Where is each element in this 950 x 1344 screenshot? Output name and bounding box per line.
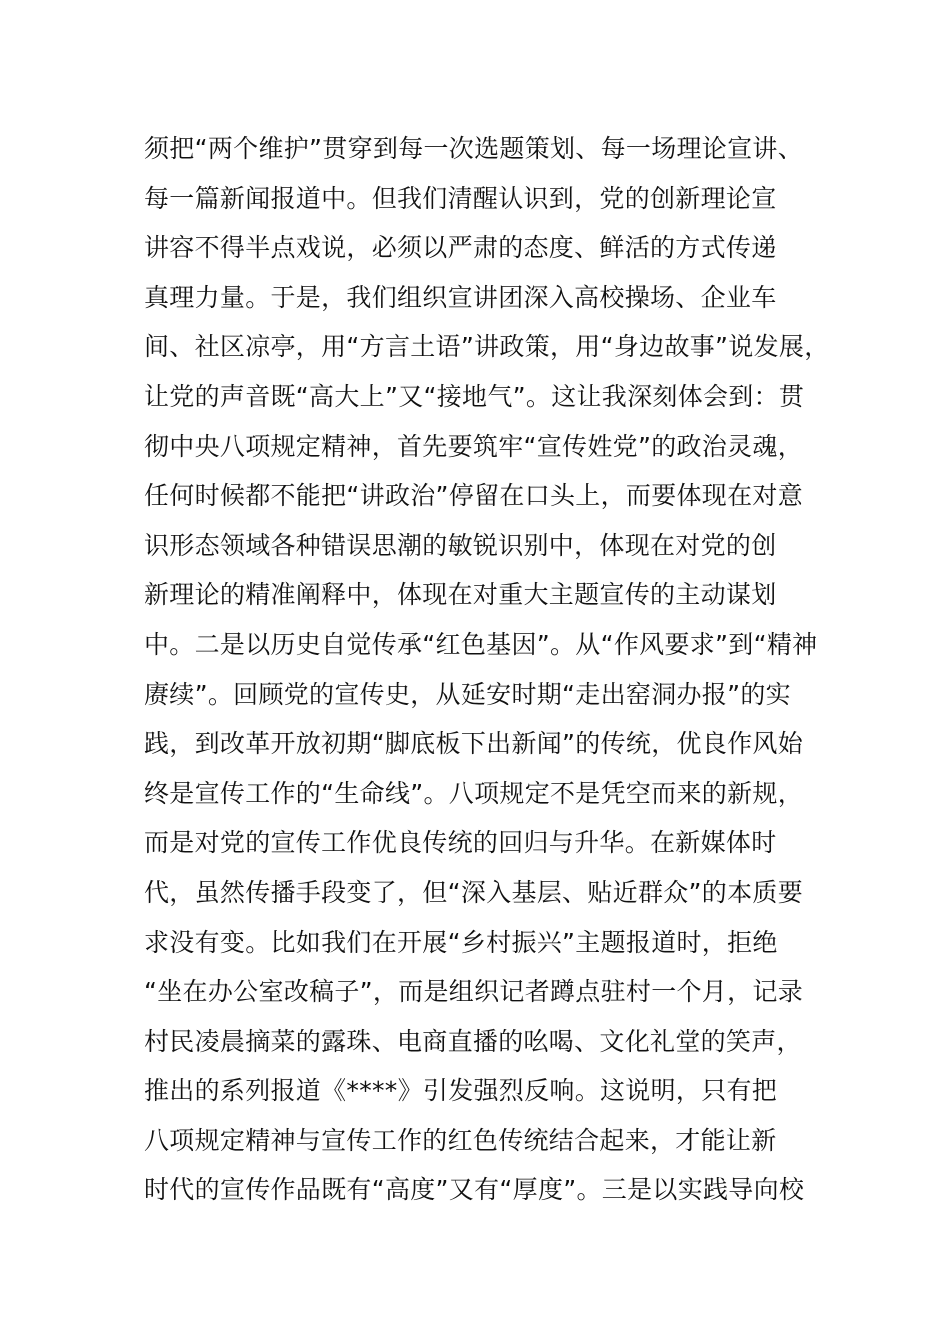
text-line: 赓续”。回顾党的宣传史，从延安时期“走出窑洞办报”的实 xyxy=(144,679,791,709)
text-line: 八项规定精神与宣传工作的红色传统结合起来，才能让新 xyxy=(144,1125,777,1155)
text-line: 须把“两个维护”贯穿到每一次选题策划、每一场理论宣讲、 xyxy=(144,134,804,163)
text-line: 间、社区凉亭，用“方言土语”讲政策，用“身边故事”说发展， xyxy=(144,332,830,362)
text-line: 求没有变。比如我们在开展“乡村振兴”主题报道时，拒绝 xyxy=(144,927,778,957)
text-line: 真理力量。于是，我们组织宣讲团深入高校操场、企业车 xyxy=(144,282,777,312)
text-line: 任何时候都不能把“讲政治”停留在口头上，而要体现在对意 xyxy=(144,481,804,511)
text-line: “坐在办公室改稿子”，而是组织记者蹲点驻村一个月，记录 xyxy=(144,977,804,1007)
text-line: 终是宣传工作的“生命线”。八项规定不是凭空而来的新规， xyxy=(144,778,804,808)
text-line: 代，虽然传播手段变了，但“深入基层、贴近群众”的本质要 xyxy=(144,877,804,907)
text-line: 村民凌晨摘菜的露珠、电商直播的吆喝、文化礼堂的笑声， xyxy=(144,1026,802,1056)
text-line: 中。二是以历史自觉传承“红色基因”。从“作风要求”到“精神 xyxy=(144,629,818,659)
text-line: 彻中央八项规定精神，首先要筑牢“宣传姓党”的政治灵魂， xyxy=(144,431,804,461)
text-line: 让党的声音既“高大上”又“接地气”。这让我深刻体会到：贯 xyxy=(144,381,805,411)
text-line: 每一篇新闻报道中。但我们清醒认识到，党的创新理论宣 xyxy=(144,183,777,213)
text-line: 讲容不得半点戏说，必须以严肃的态度、鲜活的方式传递 xyxy=(144,233,777,263)
body-text xyxy=(144,124,830,1215)
text-line: 识形态领域各种错误思潮的敏锐识别中，体现在对党的创 xyxy=(144,530,777,560)
text-line: 新理论的精准阐释中，体现在对重大主题宣传的主动谋划 xyxy=(144,580,777,610)
text-line: 而是对党的宣传工作优良传统的回归与升华。在新媒体时 xyxy=(144,828,777,858)
text-line: 践，到改革开放初期“脚底板下出新闻”的传统，优良作风始 xyxy=(144,729,804,759)
text-line: 时代的宣传作品既有“高度”又有“厚度”。三是以实践导向校 xyxy=(144,1175,805,1205)
text-line: 推出的系列报道《****》引发强烈反响。这说明，只有把 xyxy=(144,1076,778,1106)
